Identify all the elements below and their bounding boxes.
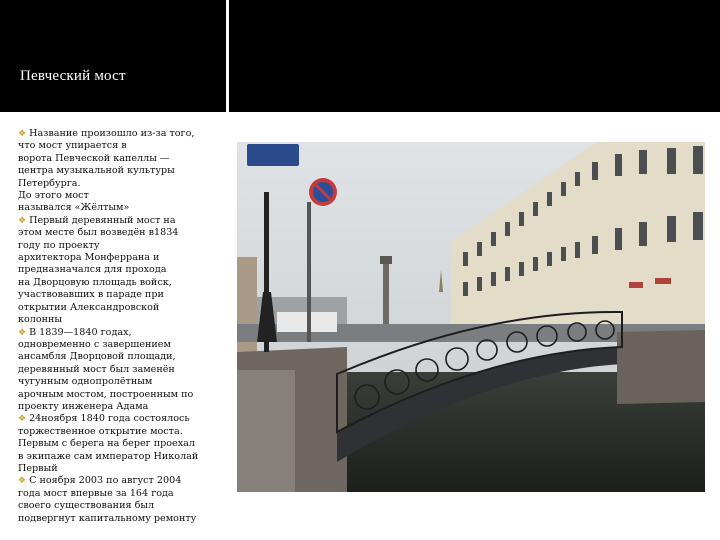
text-line: года мост впервые за 164 года [18,487,174,499]
granite-embankment-right [617,330,705,404]
text-line: открытии Александровской [18,301,160,313]
text-line: ❖ Название произошло из-за того, [18,128,195,139]
bridge-photo [237,142,705,492]
text-line: колонны [18,314,63,326]
text-line: Первый [18,462,58,474]
text-line: ансамбля Дворцовой площади, [18,351,176,363]
slide-title: Певческий мост [20,68,126,84]
text-line: на Дворцовую площадь войск, [18,276,172,288]
text-line: этом месте был возведён в1834 [18,227,179,239]
shop-awning [655,278,671,284]
paragraph-2 [18,215,222,327]
street-sign [247,144,299,166]
text-line: подвергнут капитальному ремонту [18,512,197,524]
diamond-bullet-icon: ❖ [18,215,27,226]
paragraph-1 [18,128,222,215]
text-line: торжественное открытие моста. [18,425,183,437]
text-line: Первым с берега на берег проехал [18,438,195,450]
text-line: ❖ 24ноября 1840 года состоялось [18,413,190,425]
text-line: одновременно с завершением [18,338,171,350]
alexander-column [383,262,389,324]
text-line: До этого мост [18,190,89,202]
top-dark-bar [229,0,720,112]
text-line: что мост упирается в [18,140,127,152]
text-line: ❖ С ноября 2003 по август 2004 [18,475,182,487]
shop-awning [629,282,643,288]
column-top [380,256,392,264]
text-line: участвовавших в параде при [18,289,164,301]
text-line: архитектора Монферрана и [18,252,160,264]
diamond-bullet-icon: ❖ [18,129,27,139]
text-line: ❖ В 1839—1840 годах, [18,326,132,338]
text-line: в экипаже сам император Николай [18,450,199,462]
bridge-photo-illustration [237,142,705,492]
text-line: предназначался для прохода [18,264,167,276]
text-line: ворота Певческой капеллы — [18,152,170,164]
text-line: назывался «Жёлтым» [18,202,130,214]
diamond-bullet-icon: ❖ [18,327,27,338]
granite-pillar [237,370,295,492]
slide-text-block [18,128,222,525]
sign-pole [307,202,311,342]
text-line: арочным мостом, построенным по [18,388,194,400]
text-line: деревянный мост был заменён [18,363,175,375]
text-line: центра музыкальной культуры [18,165,175,177]
text-line: году по проекту [18,239,100,251]
diamond-bullet-icon: ❖ [18,476,27,487]
text-line: Петербурга. [18,177,81,189]
text-line: ❖ Первый деревянный мост на [18,214,176,226]
paragraph-4 [18,413,222,475]
diamond-bullet-icon: ❖ [18,414,27,425]
paragraph-5 [18,475,222,525]
text-line: своего существования был [18,500,155,512]
title-panel [0,0,226,112]
paragraph-3 [18,327,222,414]
text-line: проекту инженера Адама [18,400,149,412]
text-line: чугунным однопролётным [18,376,153,388]
